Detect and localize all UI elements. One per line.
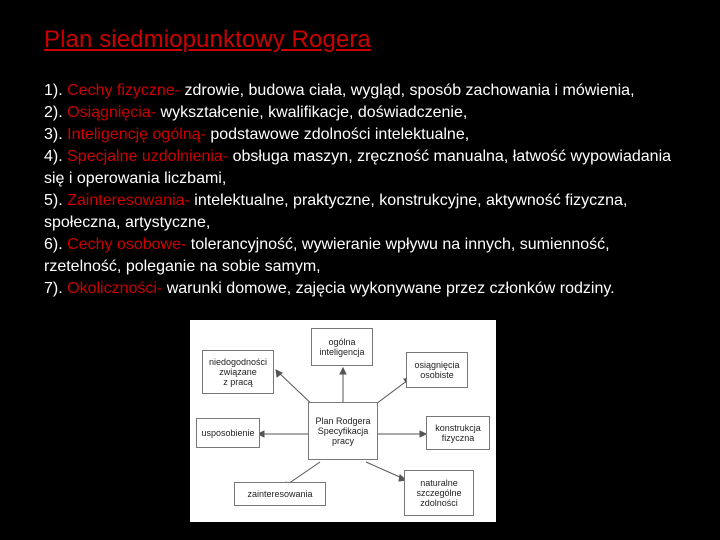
item-label: Zainteresowania- [67,192,190,209]
item-number: 4). [44,148,63,165]
rodger-plan-diagram [190,320,496,522]
item-label: Inteligencję ogólną- [67,126,206,143]
item-label: Specjalne uzdolnienia- [67,148,229,165]
list-item [44,234,684,278]
special-abilities-box: naturalne szczególne zdolności [404,470,474,516]
item-text: podstawowe zdolności intelektualne, [205,126,470,143]
item-text: wykształcenie, kwalifikacje, doświadczenie, [156,104,468,121]
list-item [44,102,684,124]
job-disadvantages-box: niedogodności związane z pracą [202,350,274,394]
item-number: 5). [44,192,63,209]
item-label: Cechy fizyczne- [67,82,181,99]
item-text: warunki domowe, zajęcia wykonywane przez członków rodziny. [162,280,615,297]
list-item [44,124,684,146]
list-item [44,190,684,234]
interests-box: zainteresowania [234,482,326,506]
general-intelligence-box: ogólna inteligencja [311,328,373,366]
list-item [44,80,684,102]
item-label: Cechy osobowe- [67,236,187,253]
item-number: 1). [44,82,63,99]
center-box: Plan Rodgera Specyfikacja pracy [308,402,378,460]
item-number: 7). [44,280,63,297]
item-number: 2). [44,104,63,121]
arrowhead [276,370,282,377]
item-label: Okoliczności- [67,280,163,297]
list-item [44,146,684,190]
disposition-box: usposobienie [196,418,260,448]
slide-title: Plan siedmiopunktowy Rogera [44,26,371,53]
connector-line [366,462,402,478]
physical-build-box: konstrukcja fizyczna [426,416,490,450]
item-number: 6). [44,236,63,253]
trait-list [44,80,684,300]
item-number: 3). [44,126,63,143]
item-text: zdrowie, budowa ciała, wygląd, sposób zachowania i mówienia, [180,82,635,99]
item-text: intelektualne, praktyczne, konstrukcyjne, aktywność fizyczna, społeczna, artystyczne, [44,192,628,231]
item-label: Osiągnięcia- [67,104,157,121]
item-text: obsługa maszyn, zręczność manualna, łatwość wypowiadania się i operowania liczbami, [44,148,672,187]
achievements-box: osiągnięcia osobiste [406,352,468,388]
arrowhead [340,368,346,374]
item-text: tolerancyjność, wywieranie wpływu na innych, sumienność, rzetelność, poleganie na sobie samym, [44,236,610,275]
list-item [44,278,684,300]
